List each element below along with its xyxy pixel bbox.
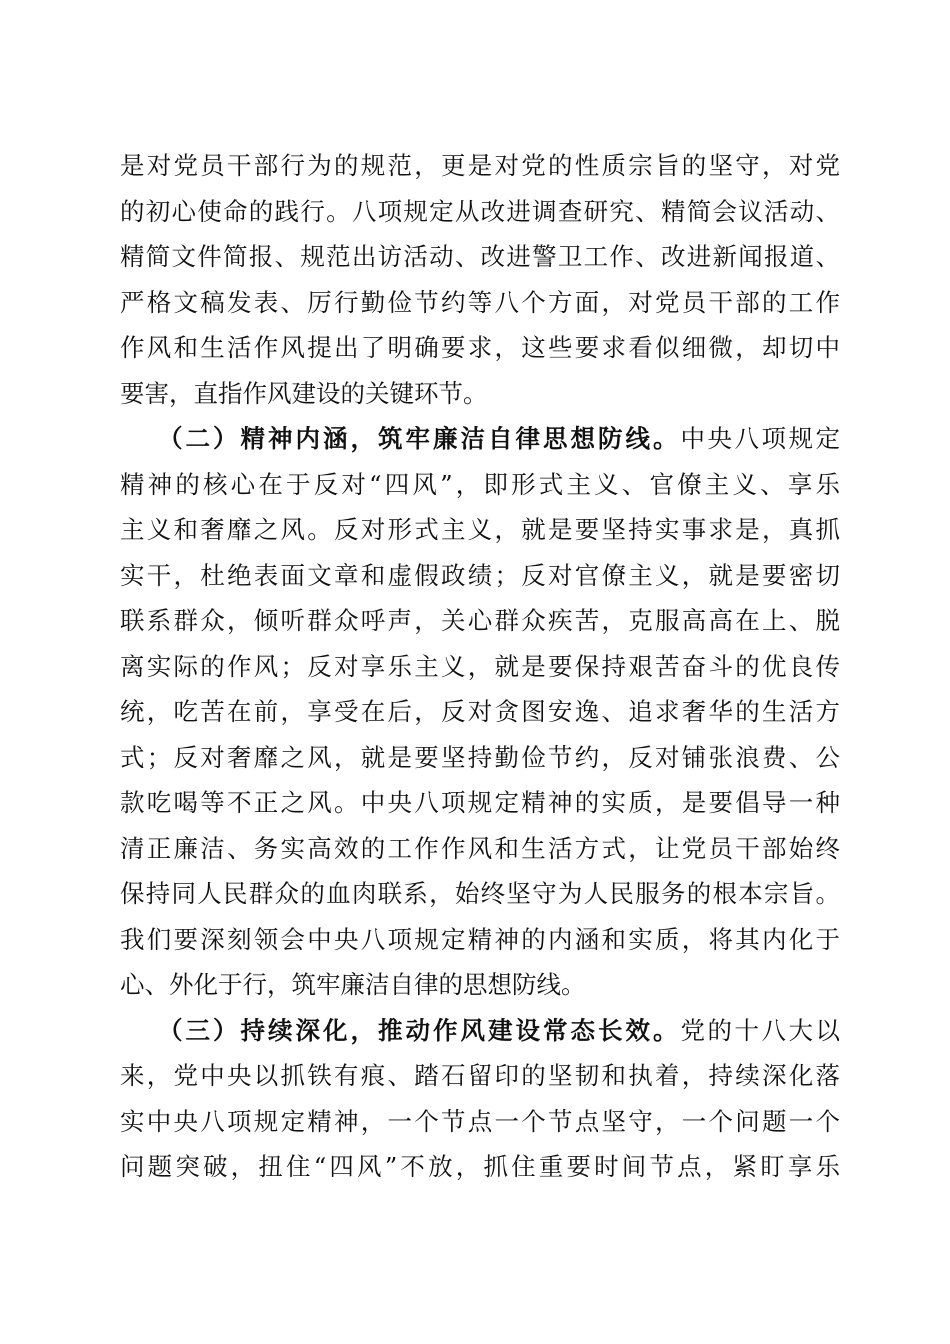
paragraph-line: 的初心使命的践行。八项规定从改进调查研究、精简会议活动、 xyxy=(120,196,840,226)
paragraph-line: 款吃喝等不正之风。中央八项规定精神的实质，是要倡导一种 xyxy=(120,788,840,817)
paragraph-line: 离实际的作风；反对享乐主义，就是要保持艰苦奋斗的优良传 xyxy=(120,651,840,681)
paragraph-line: 问题突破，扭住“四风”不放，抓住重要时间节点，紧盯享乐 xyxy=(120,1152,840,1181)
paragraph-line: 实中央八项规定精神，一个节点一个节点坚守，一个问题一个 xyxy=(120,1106,840,1136)
section-first-line xyxy=(120,416,840,462)
section-first-line-text: 党的十八大以 xyxy=(680,1015,840,1045)
paragraph-line: 精神的核心在于反对“四风”，即形式主义、官僚主义、享乐 xyxy=(120,469,840,499)
paragraph-line: 心、外化于行，筑牢廉洁自律的思想防线。 xyxy=(120,970,586,999)
section-heading: （三）持续深化，推动作风建设常态长效。 xyxy=(158,1015,681,1045)
document-body xyxy=(120,143,840,1190)
paragraph-line: 来，党中央以抓铁有痕、踏石留印的坚韧和执着，持续深化落 xyxy=(120,1061,840,1090)
paragraph-line: 保持同人民群众的血肉联系，始终坚守为人民服务的根本宗旨。 xyxy=(120,879,840,908)
paragraph-line: 清正廉洁、务实高效的工作作风和生活方式，让党员干部始终 xyxy=(120,833,840,863)
section-first-line-text: 中央八项规定 xyxy=(680,424,840,453)
paragraph-line: 是对党员干部行为的规范，更是对党的性质宗旨的坚守，对党 xyxy=(120,151,840,180)
paragraph-line: 我们要深刻领会中央八项规定精神的内涵和实质，将其内化于 xyxy=(120,924,840,954)
paragraph-line: 主义和奢靡之风。反对形式主义，就是要坚持实事求是，真抓 xyxy=(120,515,840,544)
paragraph-line: 要害，直指作风建设的关键环节。 xyxy=(120,378,488,408)
paragraph-line: 严格文稿发表、厉行勤俭节约等八个方面，对党员干部的工作 xyxy=(120,287,840,317)
section-first-line xyxy=(120,1008,840,1054)
paragraph-line: 精简文件简报、规范出访活动、改进警卫工作、改进新闻报道、 xyxy=(120,242,840,271)
section-heading: （二）精神内涵，筑牢廉洁自律思想防线。 xyxy=(158,424,681,453)
paragraph-line: 式；反对奢靡之风，就是要坚持勤俭节约，反对铺张浪费、公 xyxy=(120,742,840,772)
paragraph-line: 实干，杜绝表面文章和虚假政绩；反对官僚主义，就是要密切 xyxy=(120,560,840,590)
paragraph-line: 联系群众，倾听群众呼声，关心群众疾苦，克服高高在上、脱 xyxy=(120,606,840,635)
paragraph-line: 作风和生活作风提出了明确要求，这些要求看似细微，却切中 xyxy=(120,333,840,362)
paragraph-line: 统，吃苦在前，享受在后，反对贪图安逸、追求奢华的生活方 xyxy=(120,697,840,726)
